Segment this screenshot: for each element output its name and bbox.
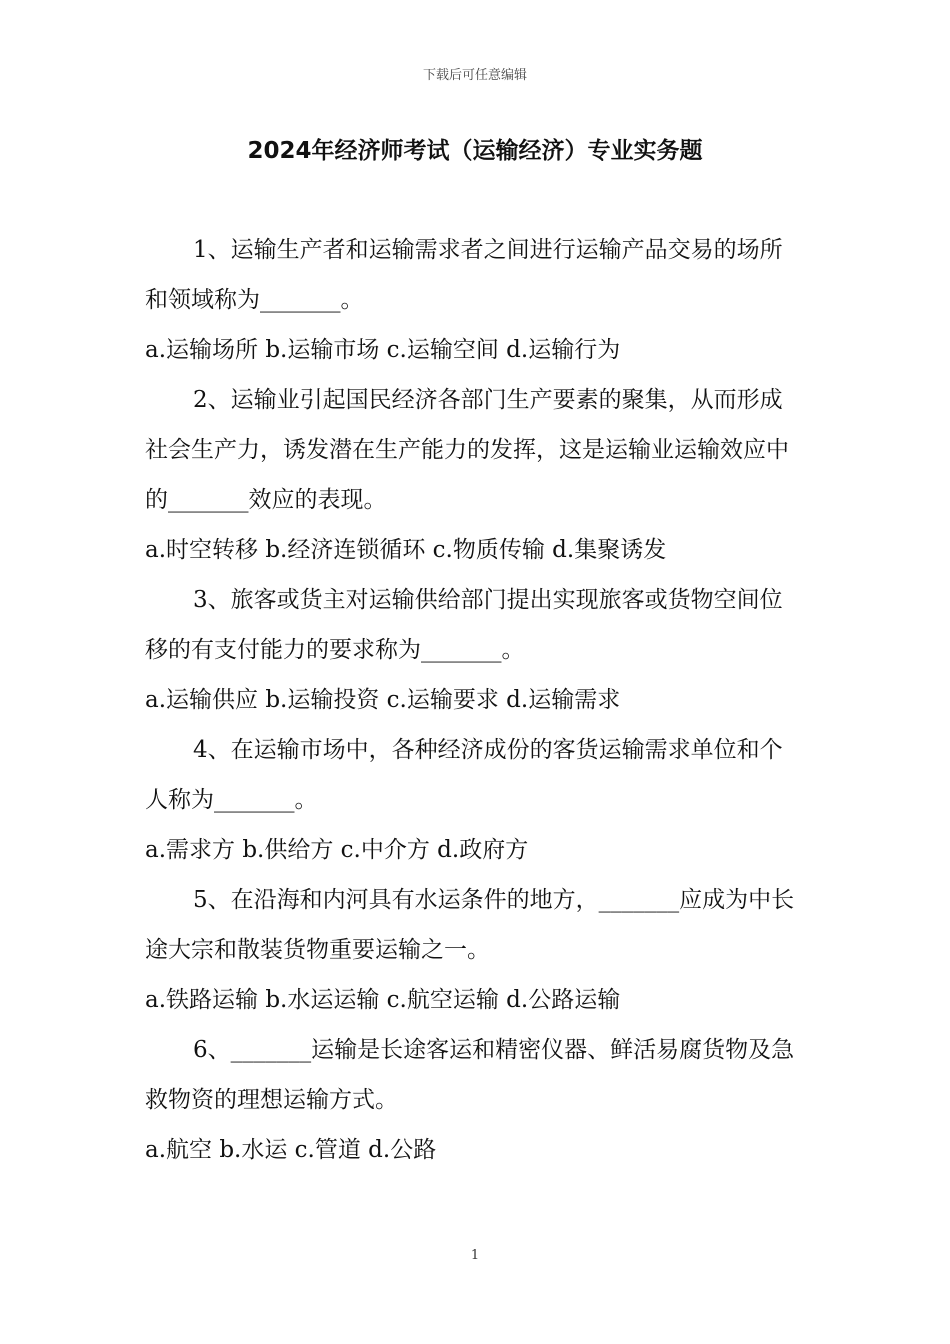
question-4-options: a.需求方 b.供给方 c.中介方 d.政府方 <box>145 837 529 863</box>
question-6-text: 6、_______运输是长途客运和精密仪器、鲜活易腐货物及急救物资的理想运输方式。 <box>145 1037 795 1113</box>
question-2-options: a.时空转移 b.经济连锁循环 c.物质传输 d.集聚诱发 <box>145 537 667 563</box>
question-6-options: a.航空 b.水运 c.管道 d.公路 <box>145 1137 437 1163</box>
question-1-text: 1、运输生产者和运输需求者之间进行运输产品交易的场所和领域称为_______。 <box>145 237 783 313</box>
question-3-text: 3、旅客或货主对运输供给部门提出实现旅客或货物空间位移的有支付能力的要求称为_______。 <box>145 587 783 663</box>
question-5-options: a.铁路运输 b.水运运输 c.航空运输 d.公路运输 <box>145 987 621 1013</box>
question-5-text: 5、在沿海和内河具有水运条件的地方，_______应成为中长途大宗和散装货物重要运输之一。 <box>145 887 795 963</box>
question-1-options: a.运输场所 b.运输市场 c.运输空间 d.运输行为 <box>145 337 621 363</box>
question-4-text: 4、在运输市场中，各种经济成份的客货运输需求单位和个人称为_______。 <box>145 737 783 813</box>
question-list <box>145 225 805 1175</box>
header-note: 下载后可任意编辑 <box>422 68 527 83</box>
question-2-text: 2、运输业引起国民经济各部门生产要素的聚集，从而形成社会生产力，诱发潜在生产能力的发挥，这是运输业运输效应中的_______效应的表现。 <box>145 387 789 513</box>
question-3-options: a.运输供应 b.运输投资 c.运输要求 d.运输需求 <box>145 687 621 713</box>
document-title: 2024年经济师考试（运输经济）专业实务题 <box>247 138 703 164</box>
page-number: 1 <box>470 1248 480 1263</box>
